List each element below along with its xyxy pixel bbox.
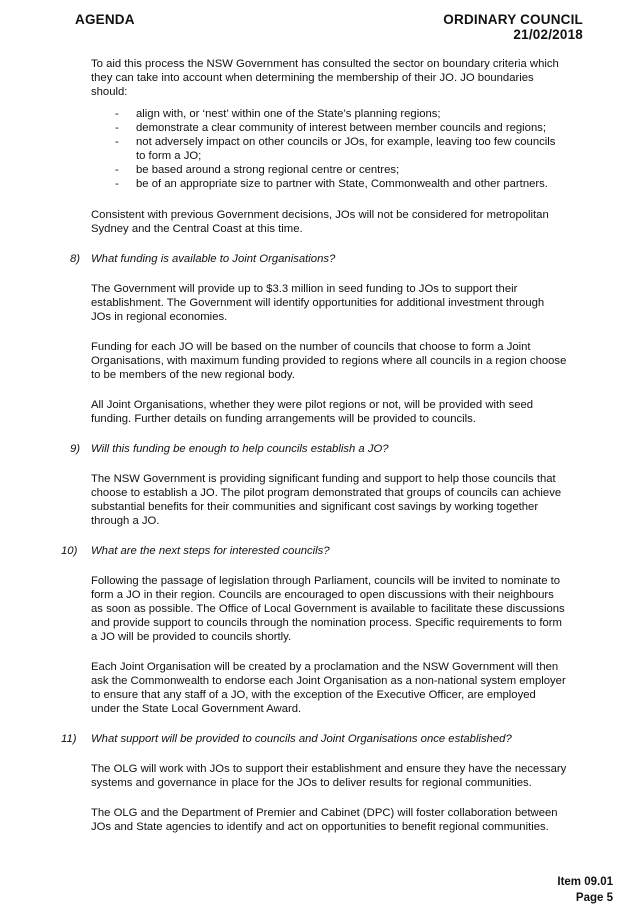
question-text: Will this funding be enough to help councils establish a JO?: [91, 443, 389, 455]
question-text: What funding is available to Joint Organisations?: [91, 253, 336, 265]
meeting-header: [443, 12, 583, 42]
bullet-text: demonstrate a clear community of interest between member councils and regions;: [136, 122, 547, 134]
q11-paragraph-1: The OLG will work with JOs to support their establishment and ensure they have the necessary systems and governance in place for the JOs to deliver results for regional communities.: [91, 763, 567, 789]
question-text: What support will be provided to councils and Joint Organisations once established?: [91, 733, 512, 745]
q8-paragraph-2: Funding for each JO will be based on the number of councils that choose to form a Joint Organisations, with maximum funding provided to regions where all councils in a region choose to be members of the new regional body.: [91, 341, 567, 381]
bullet-dash: -: [115, 136, 119, 148]
question-text: What are the next steps for interested councils?: [91, 545, 330, 557]
intro-paragraph: To aid this process the NSW Government has consulted the sector on boundary criteria which they can take into account when determining the membership of their JO. JO boundaries should:: [91, 58, 559, 98]
bullet-text: be of an appropriate size to partner with State, Commonwealth and other partners.: [136, 178, 548, 190]
list-item: [91, 135, 567, 163]
q8-paragraph-1: The Government will provide up to $3.3 million in seed funding to JOs to support their establishment. The Government will identify opportunities for additional investment through JOs in regional economies.: [91, 283, 545, 323]
q8-paragraph-3: All Joint Organisations, whether they were pilot regions or not, will be provided with seed funding. Further details on funding arrangements will be provided to councils.: [91, 399, 534, 425]
list-item: [91, 121, 567, 135]
bullet-dash: -: [115, 122, 119, 134]
q10-paragraph-1: Following the passage of legislation through Parliament, councils will be invited to nominate to form a JO in their region. Councils are encouraged to open discussions with their neighbours as soon as possible. The Office of Local Government is available to facilitate these discussions and provide support to councils through the nomination process. Specific requirements to form a JO will be provided to councils shortly.: [91, 575, 565, 643]
list-item: [91, 163, 567, 177]
page-number: Page 5: [575, 892, 613, 904]
meeting-title: ORDINARY COUNCIL: [443, 12, 583, 27]
list-item: [91, 107, 567, 121]
q11-paragraph-2: The OLG and the Department of Premier and Cabinet (DPC) will foster collaboration between JOs and State agencies to identify and act on opportunities to benefit regional communities.: [91, 807, 558, 833]
bullet-dash: -: [115, 108, 119, 120]
question-11-heading: [61, 732, 567, 746]
question-8-heading: [70, 252, 567, 266]
q10-paragraph-2: Each Joint Organisation will be created by a proclamation and the NSW Government will then ask the Commonwealth to endorse each Joint Organisation as a non-national system employer to ensure that any staff of a JO, with the exception of the Executive Officer, are employed under the State Local Government Award.: [91, 661, 566, 715]
question-10-heading: [61, 544, 567, 558]
question-9-heading: [70, 442, 567, 456]
item-number: Item 09.01: [557, 876, 613, 888]
bullet-dash: -: [115, 178, 119, 190]
document-body: [61, 57, 567, 850]
list-item: [91, 177, 567, 191]
meeting-date: 21/02/2018: [513, 27, 583, 42]
after-bullets-paragraph: Consistent with previous Government decisions, JOs will not be considered for metropolitan Sydney and the Central Coast at this time.: [91, 209, 549, 235]
q9-paragraph-1: The NSW Government is providing significant funding and support to help those councils that choose to establish a JO. The pilot program demonstrated that groups of councils can achieve substantial benefits for their communities and significant cost savings by working together through a JO.: [91, 473, 562, 527]
bullet-text: not adversely impact on other councils or JOs, for example, leaving too few councils to form a JO;: [136, 136, 556, 162]
question-number: 8): [70, 253, 81, 265]
boundary-criteria-list: [91, 107, 567, 191]
bullet-text: align with, or ‘nest’ within one of the State’s planning regions;: [136, 108, 441, 120]
bullet-text: be based around a strong regional centre or centres;: [136, 164, 400, 176]
question-number: 11): [61, 733, 77, 745]
bullet-dash: -: [115, 164, 119, 176]
agenda-header: AGENDA: [75, 12, 135, 27]
question-number: 9): [70, 443, 81, 455]
question-number: 10): [61, 545, 78, 557]
